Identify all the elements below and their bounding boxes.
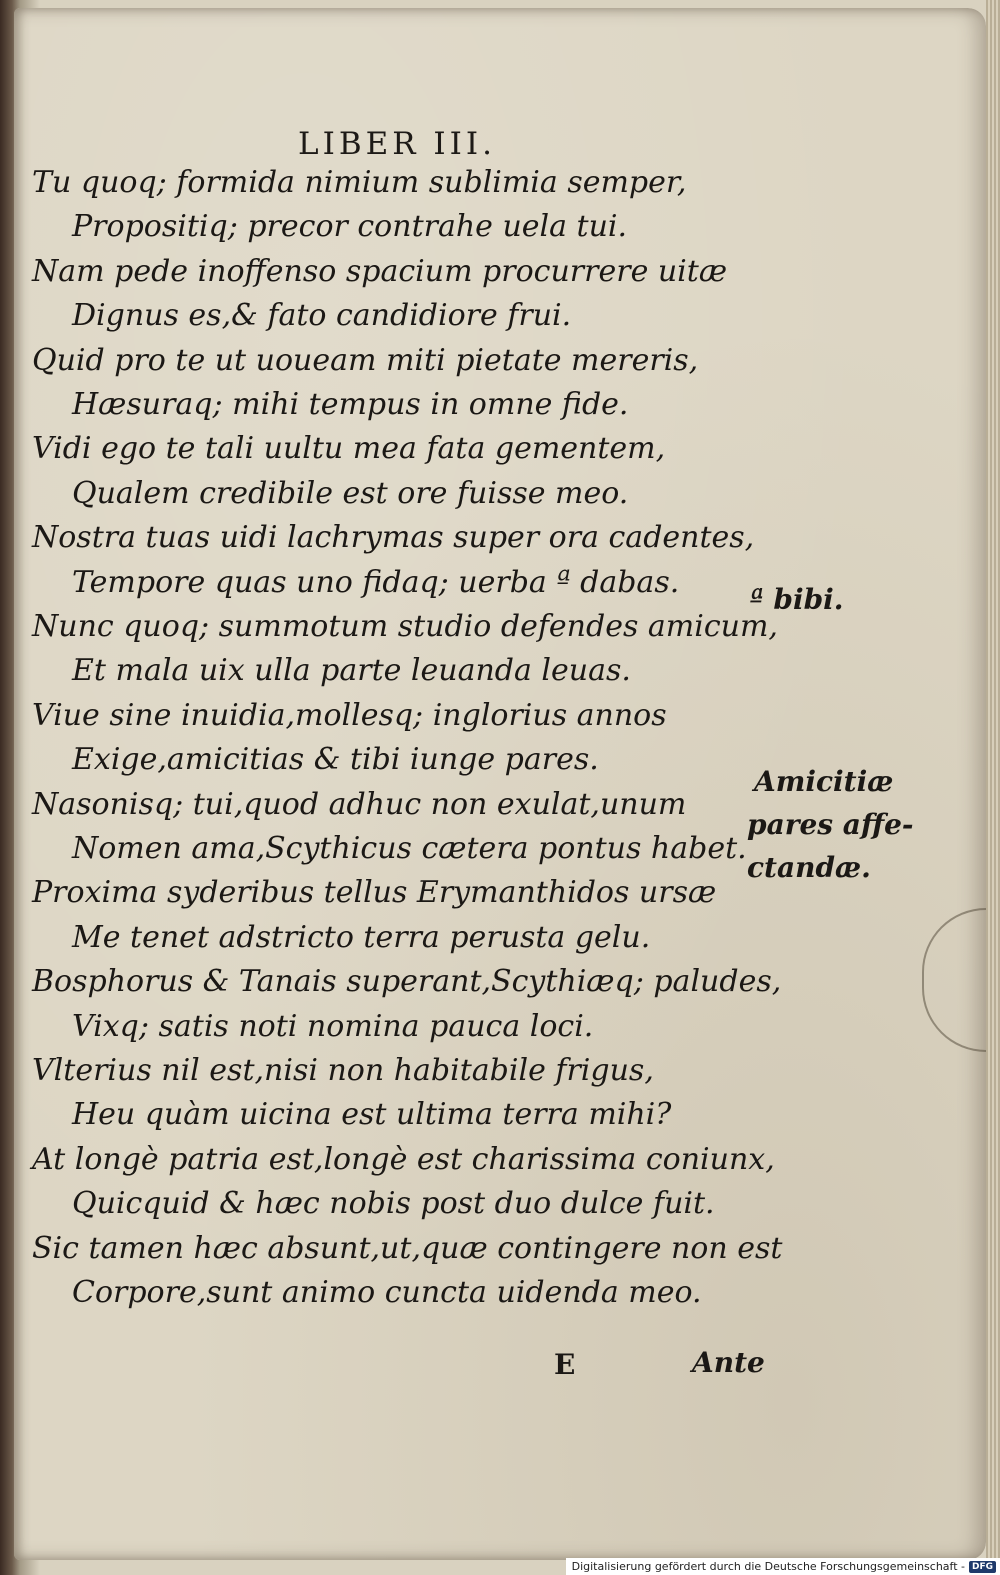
marginal-note-line: pares affe- (747, 808, 914, 841)
signature-mark: E (554, 1348, 576, 1381)
verse-line: Propositiq; precor contrahe uela tui. (72, 209, 628, 245)
verse-line: Nasonisq; tui,quod adhuc non exulat,unum (32, 786, 687, 822)
verse-line: Vidi ego te tali uultu mea fata gementem, (32, 431, 666, 467)
dfg-logo: DFG (969, 1561, 996, 1573)
verse-line: Sic tamen hæc absunt,ut,quæ contingere non est (32, 1230, 783, 1266)
digitization-credit: Digitalisierung gefördert durch die Deutsche Forschungsgemeinschaft - (571, 1560, 965, 1573)
book-page (14, 8, 986, 1560)
verse-line: Quid pro te ut uoueam miti pietate mereris, (32, 342, 699, 378)
verse-line: Dignus es,& fato candidiore frui. (72, 298, 572, 334)
verse-line: Exige,amicitias & tibi iunge pares. (72, 742, 599, 778)
verse-line: Tempore quas uno fidaq; uerba ª dabas. (72, 564, 680, 600)
verse-line: Viue sine inuidia,mollesq; inglorius annos (32, 697, 667, 733)
verse-line: Me tenet adstricto terra perusta gelu. (72, 919, 651, 955)
marginal-note-bibi: ª bibi. (750, 583, 844, 616)
verse-line: Nunc quoq; summotum studio defendes amicum, (32, 609, 778, 644)
verse-line: Bosphorus & Tanais superant,Scythiæq; paludes, (32, 964, 782, 1000)
page-header: LIBER III. (298, 126, 497, 162)
verse-line: Nostra tuas uidi lachrymas super ora cadentes, (32, 520, 755, 556)
verse-line: Qualem credibile est ore fuisse meo. (72, 475, 629, 511)
verse-line: Vlterius nil est,nisi non habitabile frigus, (32, 1053, 654, 1088)
verse-line: Proxima syderibus tellus Erymanthidos ursæ (32, 875, 717, 911)
page-edge (986, 0, 1000, 1575)
verse-line: Et mala uix ulla parte leuanda leuas. (72, 653, 631, 689)
verse-line: Nomen ama,Scythicus cætera pontus habet. (72, 831, 747, 866)
verse-line: Vixq; satis noti nomina pauca loci. (72, 1008, 594, 1044)
verse-line: At longè patria est,longè est charissima coniunx, (32, 1141, 775, 1177)
digitization-credit-bar (566, 1558, 1000, 1575)
marginal-note-line: ctandæ. (747, 851, 871, 884)
verse-line: Quicquid & hæc nobis post duo dulce fuit. (72, 1186, 715, 1222)
verse-line: Corpore,sunt animo cuncta uidenda meo. (72, 1275, 702, 1310)
marginal-note-line: Amicitiæ (754, 765, 894, 798)
page-clip (922, 908, 986, 1052)
catchword: Ante (692, 1346, 765, 1379)
verse-line: Nam pede inoffenso spacium procurrere uitæ (32, 253, 728, 289)
verse-line: Hæsuraq; mihi tempus in omne fide. (72, 387, 629, 422)
verse-line: Heu quàm uicina est ultima terra mihi? (72, 1097, 672, 1133)
verse-line: Tu quoq; formida nimium sublimia semper, (32, 165, 687, 200)
